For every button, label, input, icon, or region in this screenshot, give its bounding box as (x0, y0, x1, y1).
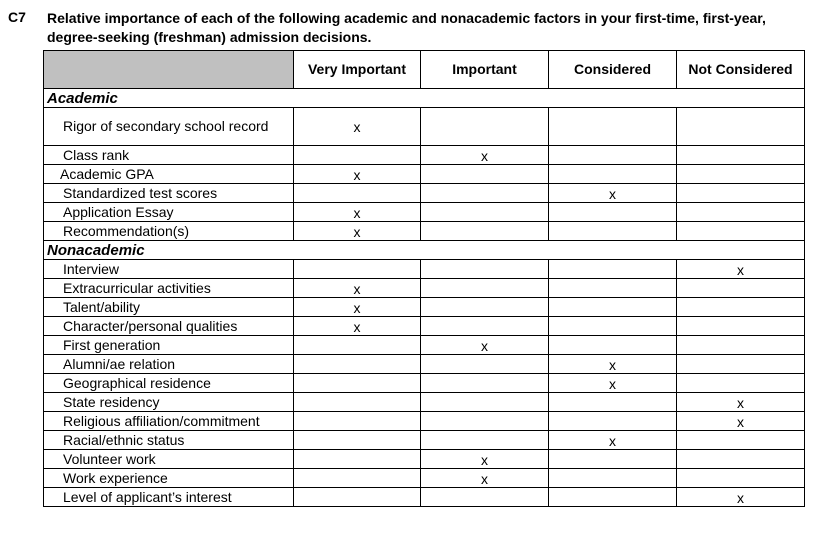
table-row (44, 393, 805, 412)
important-cell (421, 393, 549, 412)
header-important: Important (421, 51, 549, 89)
section-row (44, 89, 805, 108)
important-cell: x (421, 450, 549, 469)
table-row (44, 469, 805, 488)
factor-label: State residency (44, 393, 294, 412)
not-considered-cell (677, 431, 805, 450)
not-considered-cell: x (677, 412, 805, 431)
considered-cell: x (549, 431, 677, 450)
very-important-cell (294, 469, 421, 488)
not-considered-cell: x (677, 488, 805, 507)
important-cell (421, 108, 549, 146)
section-label: Nonacademic (44, 241, 294, 260)
factor-label: Academic GPA (44, 165, 294, 184)
factor-label: Volunteer work (44, 450, 294, 469)
factor-label: Class rank (44, 146, 294, 165)
item-code: C7 (8, 9, 26, 25)
not-considered-cell: x (677, 393, 805, 412)
not-considered-cell (677, 165, 805, 184)
table-row (44, 222, 805, 241)
table-row (44, 412, 805, 431)
considered-cell (549, 450, 677, 469)
important-cell: x (421, 469, 549, 488)
considered-cell (549, 108, 677, 146)
considered-cell (549, 488, 677, 507)
important-cell: x (421, 146, 549, 165)
header-not-considered: Not Considered (677, 51, 805, 89)
admission-factors-table (43, 50, 805, 507)
considered-cell (549, 317, 677, 336)
not-considered-cell (677, 469, 805, 488)
table-row (44, 374, 805, 393)
very-important-cell (294, 184, 421, 203)
very-important-cell (294, 146, 421, 165)
item-title: Relative importance of each of the following academic and nonacademic factors in your first-time, first-year, degree-seeking (freshman) admission decisions. (47, 10, 766, 45)
not-considered-cell: x (677, 260, 805, 279)
factor-label: Recommendation(s) (44, 222, 294, 241)
factor-label: Talent/ability (44, 298, 294, 317)
considered-cell (549, 412, 677, 431)
section-spacer (294, 241, 805, 260)
important-cell (421, 317, 549, 336)
not-considered-cell (677, 184, 805, 203)
not-considered-cell (677, 450, 805, 469)
factor-label: Rigor of secondary school record (44, 108, 294, 146)
table-row (44, 336, 805, 355)
factor-label: Level of applicant’s interest (44, 488, 294, 507)
table-row (44, 488, 805, 507)
table-body (44, 89, 805, 507)
important-cell (421, 184, 549, 203)
table-row (44, 355, 805, 374)
considered-cell: x (549, 374, 677, 393)
considered-cell (549, 393, 677, 412)
considered-cell (549, 203, 677, 222)
not-considered-cell (677, 222, 805, 241)
not-considered-cell (677, 317, 805, 336)
important-cell (421, 431, 549, 450)
factor-label: Geographical residence (44, 374, 294, 393)
factor-label: Character/personal qualities (44, 317, 294, 336)
table-row (44, 108, 805, 146)
important-cell (421, 279, 549, 298)
table-row (44, 184, 805, 203)
table-header-row (44, 51, 805, 89)
very-important-cell (294, 355, 421, 374)
considered-cell (549, 260, 677, 279)
important-cell: x (421, 336, 549, 355)
section-spacer (294, 89, 805, 108)
factor-label: Interview (44, 260, 294, 279)
not-considered-cell (677, 374, 805, 393)
very-important-cell (294, 431, 421, 450)
considered-cell (549, 279, 677, 298)
not-considered-cell (677, 203, 805, 222)
not-considered-cell (677, 336, 805, 355)
not-considered-cell (677, 355, 805, 374)
considered-cell (549, 469, 677, 488)
header-blank-cell (44, 51, 294, 89)
very-important-cell: x (294, 298, 421, 317)
table-row (44, 165, 805, 184)
considered-cell: x (549, 355, 677, 374)
not-considered-cell (677, 146, 805, 165)
table-row (44, 203, 805, 222)
important-cell (421, 260, 549, 279)
considered-cell (549, 298, 677, 317)
important-cell (421, 298, 549, 317)
factor-label: Alumni/ae relation (44, 355, 294, 374)
not-considered-cell (677, 298, 805, 317)
considered-cell (549, 336, 677, 355)
important-cell (421, 374, 549, 393)
section-label: Academic (44, 89, 294, 108)
considered-cell (549, 165, 677, 184)
important-cell (421, 488, 549, 507)
factor-label: Work experience (44, 469, 294, 488)
important-cell (421, 165, 549, 184)
table-row (44, 260, 805, 279)
very-important-cell: x (294, 203, 421, 222)
considered-cell: x (549, 184, 677, 203)
very-important-cell: x (294, 222, 421, 241)
considered-cell (549, 222, 677, 241)
considered-cell (549, 146, 677, 165)
very-important-cell: x (294, 108, 421, 146)
header-considered: Considered (549, 51, 677, 89)
factor-label: First generation (44, 336, 294, 355)
important-cell (421, 222, 549, 241)
table-row (44, 146, 805, 165)
table-row (44, 279, 805, 298)
important-cell (421, 412, 549, 431)
factor-label: Application Essay (44, 203, 294, 222)
very-important-cell (294, 260, 421, 279)
table-row (44, 450, 805, 469)
very-important-cell (294, 374, 421, 393)
table-row (44, 298, 805, 317)
important-cell (421, 203, 549, 222)
not-considered-cell (677, 279, 805, 298)
important-cell (421, 355, 549, 374)
very-important-cell (294, 412, 421, 431)
very-important-cell (294, 336, 421, 355)
very-important-cell: x (294, 317, 421, 336)
very-important-cell: x (294, 165, 421, 184)
factor-label: Racial/ethnic status (44, 431, 294, 450)
header-very-important: Very Important (294, 51, 421, 89)
factor-label: Extracurricular activities (44, 279, 294, 298)
section-row (44, 241, 805, 260)
very-important-cell (294, 488, 421, 507)
table-row (44, 317, 805, 336)
very-important-cell (294, 393, 421, 412)
very-important-cell (294, 450, 421, 469)
factor-label: Religious affiliation/commitment (44, 412, 294, 431)
very-important-cell: x (294, 279, 421, 298)
table-row (44, 431, 805, 450)
not-considered-cell (677, 108, 805, 146)
factor-label: Standardized test scores (44, 184, 294, 203)
